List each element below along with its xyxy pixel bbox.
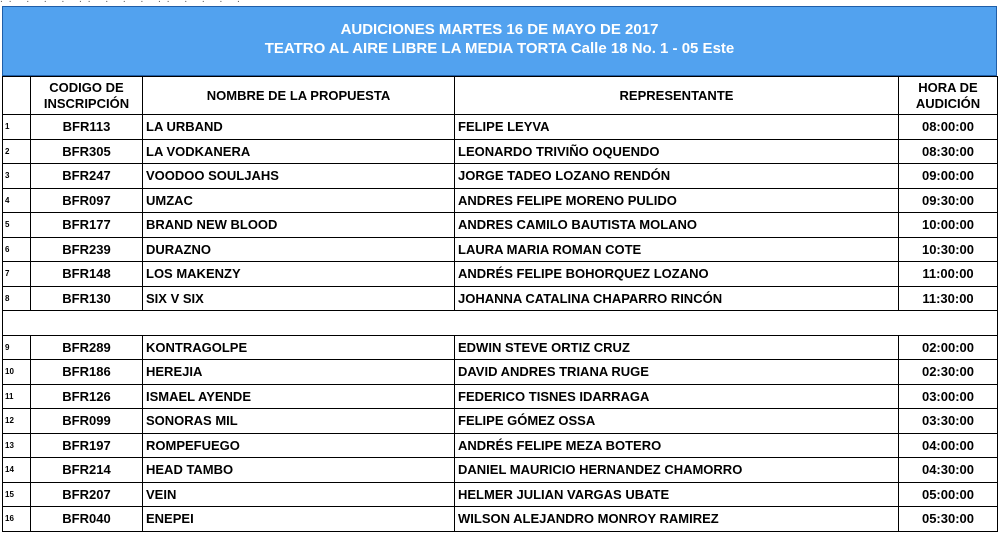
representative-name: ANDRÉS FELIPE BOHORQUEZ LOZANO <box>455 262 899 287</box>
representative-name: FEDERICO TISNES IDARRAGA <box>455 384 899 409</box>
audition-time: 08:00:00 <box>899 115 998 140</box>
audition-time: 03:00:00 <box>899 384 998 409</box>
audition-time: 05:00:00 <box>899 482 998 507</box>
table-header-row <box>3 77 998 115</box>
representative-name: FELIPE GÓMEZ OSSA <box>455 409 899 434</box>
proposal-name: UMZAC <box>143 188 455 213</box>
registration-code: BFR099 <box>31 409 143 434</box>
proposal-name: VEIN <box>143 482 455 507</box>
audition-time: 10:00:00 <box>899 213 998 238</box>
registration-code: BFR126 <box>31 384 143 409</box>
row-index: 12 <box>3 409 31 434</box>
registration-code: BFR305 <box>31 139 143 164</box>
proposal-name: SONORAS MIL <box>143 409 455 434</box>
representative-name: DANIEL MAURICIO HERNANDEZ CHAMORRO <box>455 458 899 483</box>
registration-code: BFR289 <box>31 335 143 360</box>
audition-time: 02:00:00 <box>899 335 998 360</box>
representative-name: FELIPE LEYVA <box>455 115 899 140</box>
proposal-name: ENEPEI <box>143 507 455 532</box>
table-row <box>3 507 998 532</box>
row-index: 1 <box>3 115 31 140</box>
table-row <box>3 213 998 238</box>
table-row <box>3 115 998 140</box>
representative-name: HELMER JULIAN VARGAS UBATE <box>455 482 899 507</box>
table-row <box>3 237 998 262</box>
audition-time: 11:30:00 <box>899 286 998 311</box>
proposal-name: KONTRAGOLPE <box>143 335 455 360</box>
registration-code: BFR097 <box>31 188 143 213</box>
registration-code: BFR148 <box>31 262 143 287</box>
proposal-name: LA VODKANERA <box>143 139 455 164</box>
representative-name: JOHANNA CATALINA CHAPARRO RINCÓN <box>455 286 899 311</box>
registration-code: BFR130 <box>31 286 143 311</box>
row-index: 4 <box>3 188 31 213</box>
registration-code: BFR247 <box>31 164 143 189</box>
row-index: 3 <box>3 164 31 189</box>
afternoon-rows <box>3 335 998 531</box>
title-banner <box>2 6 997 76</box>
row-index: 2 <box>3 139 31 164</box>
row-index: 8 <box>3 286 31 311</box>
proposal-name: DURAZNO <box>143 237 455 262</box>
representative-name: JORGE TADEO LOZANO RENDÓN <box>455 164 899 189</box>
break-row-group <box>3 311 998 336</box>
registration-code: BFR239 <box>31 237 143 262</box>
row-index: 15 <box>3 482 31 507</box>
audition-table <box>2 76 998 532</box>
row-index: 10 <box>3 360 31 385</box>
proposal-name: LOS MAKENZY <box>143 262 455 287</box>
proposal-name: LA URBAND <box>143 115 455 140</box>
row-index: 9 <box>3 335 31 360</box>
registration-code: BFR214 <box>31 458 143 483</box>
table-row <box>3 164 998 189</box>
proposal-name: HEREJIA <box>143 360 455 385</box>
registration-code: BFR186 <box>31 360 143 385</box>
registration-code: BFR197 <box>31 433 143 458</box>
audition-time: 04:00:00 <box>899 433 998 458</box>
row-index: 13 <box>3 433 31 458</box>
registration-code: BFR207 <box>31 482 143 507</box>
row-index: 7 <box>3 262 31 287</box>
registration-code: BFR177 <box>31 213 143 238</box>
row-index: 14 <box>3 458 31 483</box>
table-row <box>3 409 998 434</box>
representative-name: ANDRES FELIPE MORENO PULIDO <box>455 188 899 213</box>
registration-code: BFR113 <box>31 115 143 140</box>
morning-rows <box>3 115 998 311</box>
audition-time: 04:30:00 <box>899 458 998 483</box>
representative-name: DAVID ANDRES TRIANA RUGE <box>455 360 899 385</box>
row-index: 16 <box>3 507 31 532</box>
table-row <box>3 286 998 311</box>
audition-time: 05:30:00 <box>899 507 998 532</box>
representative-name: WILSON ALEJANDRO MONROY RAMIREZ <box>455 507 899 532</box>
header-code: CODIGO DE INSCRIPCIÓN <box>31 77 143 115</box>
proposal-name: SIX V SIX <box>143 286 455 311</box>
audition-time: 08:30:00 <box>899 139 998 164</box>
table-row <box>3 458 998 483</box>
table-row <box>3 188 998 213</box>
proposal-name: ISMAEL AYENDE <box>143 384 455 409</box>
row-index: 5 <box>3 213 31 238</box>
table-row <box>3 384 998 409</box>
representative-name: ANDRES CAMILO BAUTISTA MOLANO <box>455 213 899 238</box>
audition-time: 03:30:00 <box>899 409 998 434</box>
table-row <box>3 335 998 360</box>
proposal-name: VOODOO SOULJAHS <box>143 164 455 189</box>
banner-venue: TEATRO AL AIRE LIBRE LA MEDIA TORTA Calle 18 No. 1 - 05 Este <box>264 40 735 57</box>
break-row <box>3 311 998 336</box>
representative-name: EDWIN STEVE ORTIZ CRUZ <box>455 335 899 360</box>
table-row <box>3 139 998 164</box>
audition-time: 11:00:00 <box>899 262 998 287</box>
banner-title: AUDICIONES MARTES 16 DE MAYO DE 2017 <box>340 21 659 38</box>
header-time: HORA DE AUDICIÓN <box>899 77 998 115</box>
header-index <box>3 77 31 115</box>
header-representative: REPRESENTANTE <box>455 77 899 115</box>
audition-time: 02:30:00 <box>899 360 998 385</box>
proposal-name: BRAND NEW BLOOD <box>143 213 455 238</box>
table-row <box>3 482 998 507</box>
table-row <box>3 262 998 287</box>
table-row <box>3 433 998 458</box>
representative-name: ANDRÉS FELIPE MEZA BOTERO <box>455 433 899 458</box>
audition-time: 09:00:00 <box>899 164 998 189</box>
proposal-name: ROMPEFUEGO <box>143 433 455 458</box>
row-index: 6 <box>3 237 31 262</box>
row-index: 11 <box>3 384 31 409</box>
header-name: NOMBRE DE LA PROPUESTA <box>143 77 455 115</box>
table-row <box>3 360 998 385</box>
audition-time: 09:30:00 <box>899 188 998 213</box>
registration-code: BFR040 <box>31 507 143 532</box>
audition-time: 10:30:00 <box>899 237 998 262</box>
representative-name: LEONARDO TRIVIÑO OQUENDO <box>455 139 899 164</box>
representative-name: LAURA MARIA ROMAN COTE <box>455 237 899 262</box>
proposal-name: HEAD TAMBO <box>143 458 455 483</box>
